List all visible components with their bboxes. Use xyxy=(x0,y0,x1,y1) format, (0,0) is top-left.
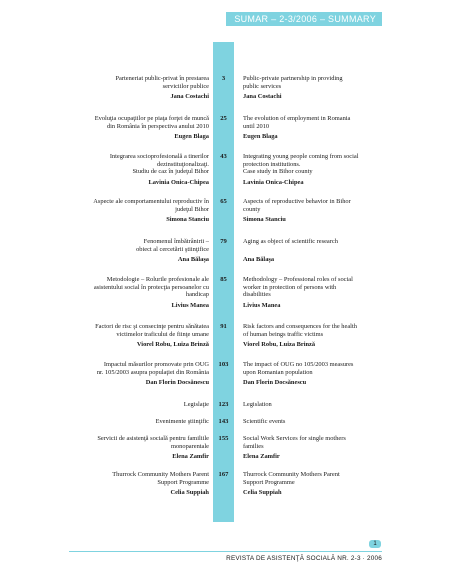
romanian-title-line: Thurrock Community Mothers Parent xyxy=(112,471,209,478)
romanian-author: Simona Stanciu xyxy=(166,216,209,224)
english-title xyxy=(243,361,385,376)
toc-page-number: 123 xyxy=(218,401,229,408)
romanian-title-line: asistentului social în protecţia persoanelor cu xyxy=(93,283,209,291)
english-title-line: Risk factors and consequences for the health xyxy=(243,323,357,330)
romanian-title-line: Support Programme xyxy=(157,478,209,486)
romanian-title-line: obiect al cercetării ştiinţifice xyxy=(136,245,209,253)
romanian-title-line: nr. 105/2003 asupra populaţiei din România xyxy=(96,368,209,376)
romanian-title xyxy=(59,198,209,213)
english-title-line: of human beings traffic victims xyxy=(243,330,324,338)
summary-header-title: SUMAR – 2-3/2006 – SUMMARY xyxy=(234,14,376,24)
english-title-line: Aging as object of scientific research xyxy=(243,238,338,245)
romanian-title-line: Aspecte ale comportamentului reproductiv în xyxy=(93,198,209,205)
romanian-title-line: handicap xyxy=(185,291,209,299)
toc-page-number: 79 xyxy=(220,238,227,245)
english-title-line: worker in protection of persons with xyxy=(243,283,337,291)
romanian-title-line: judeţul Bihor xyxy=(175,205,209,213)
romanian-title xyxy=(59,323,209,338)
english-author: Ana Bălaşa xyxy=(243,256,275,264)
english-title-line: protection institutions. xyxy=(243,160,301,168)
romanian-author: Ana Bălaşa xyxy=(177,256,209,264)
english-author: Jana Costachi xyxy=(243,93,282,101)
romanian-title-line: victimelor traficului de fiinţe umane xyxy=(116,330,209,338)
romanian-title xyxy=(59,401,209,409)
english-title xyxy=(243,115,385,130)
english-title-line: families xyxy=(243,442,264,450)
romanian-title xyxy=(59,471,209,486)
toc-page-number: 65 xyxy=(220,198,227,205)
romanian-title-line: dezinstituţionalizaţi. xyxy=(157,160,209,168)
romanian-title-line: Evenimente ştiinţific xyxy=(155,418,209,425)
english-title xyxy=(243,75,385,90)
english-title-line: upon Romanian population xyxy=(243,368,313,376)
english-title xyxy=(243,153,385,176)
toc-page-number: 3 xyxy=(221,75,226,82)
romanian-title xyxy=(59,153,209,176)
english-title xyxy=(243,276,385,299)
romanian-title-line: Evoluţia ocupaţiilor pe piaţa forţei de muncă xyxy=(94,115,209,122)
toc-page-number: 85 xyxy=(220,276,227,283)
romanian-title-line: Impactul măsurilor promovate prin OUG xyxy=(103,361,209,368)
english-title-line: Legislation xyxy=(243,401,272,408)
english-title xyxy=(243,401,385,409)
journal-footer: REVISTA DE ASISTENŢĂ SOCIALĂ NR. 2-3 · 2006 xyxy=(226,555,382,562)
english-title xyxy=(243,418,385,426)
romanian-title xyxy=(59,238,209,253)
toc-page-number: 91 xyxy=(220,323,227,330)
romanian-title xyxy=(59,435,209,450)
english-title-line: public services xyxy=(243,82,282,90)
romanian-title-line: Servicii de asistenţă socială pentru familiile xyxy=(97,435,209,442)
english-title-line: Social Work Services for single mothers xyxy=(243,435,346,442)
romanian-author: Lavinia Onica-Chipea xyxy=(148,178,209,186)
english-title-line: Case study in Bihor county xyxy=(243,168,313,176)
english-title-line: until 2010 xyxy=(243,122,270,130)
english-title-line: Aspects of reproductive behavior in Bihor xyxy=(243,198,351,205)
toc-page-number: 25 xyxy=(220,115,227,122)
english-title-line: county xyxy=(243,205,261,213)
romanian-title xyxy=(59,276,209,299)
toc-page-number: 143 xyxy=(218,418,229,425)
english-title xyxy=(243,435,385,450)
page-number-badge xyxy=(369,540,381,548)
english-author: Simona Stanciu xyxy=(243,216,286,224)
romanian-title-line: Integrarea socioprofesională a tinerilor xyxy=(109,153,209,160)
english-title xyxy=(243,238,385,246)
english-title-line: Public-private partnership in providing xyxy=(243,75,343,82)
romanian-author: Elena Zamfir xyxy=(172,453,209,461)
romanian-title xyxy=(59,418,209,426)
romanian-author: Dan Florin Docsănescu xyxy=(145,379,209,387)
english-author: Dan Florin Docsănescu xyxy=(243,379,307,387)
romanian-title-line: serviciilor publice xyxy=(162,82,209,90)
romanian-title-line: Studiu de caz în judeţul Bihor xyxy=(132,168,209,176)
english-author: Elena Zamfir xyxy=(243,453,280,461)
romanian-title xyxy=(59,361,209,376)
english-title-line: Methodology – Professional roles of social xyxy=(243,276,353,283)
english-title xyxy=(243,471,385,486)
romanian-title-line: din România în perspectiva anului 2010 xyxy=(106,122,209,130)
english-title-line: The impact of OUG no 105/2003 measures xyxy=(243,361,354,368)
romanian-author: Celia Suppiah xyxy=(170,489,209,497)
english-title-line: disabilities xyxy=(243,291,271,299)
english-author: Viorel Robu, Luiza Brinză xyxy=(243,341,316,349)
toc-page-number: 103 xyxy=(218,361,229,368)
romanian-title-line: Fenomenul îmbătrânirii – xyxy=(143,238,209,245)
english-author: Livius Manea xyxy=(243,301,281,309)
romanian-title-line: monoparentale xyxy=(171,442,209,450)
english-author: Eugen Blaga xyxy=(243,133,278,141)
english-author: Celia Suppiah xyxy=(243,489,282,497)
toc-page-number: 155 xyxy=(218,435,229,442)
english-title xyxy=(243,198,385,213)
romanian-title-line: Factori de risc şi consecinţe pentru sănătatea xyxy=(95,323,209,330)
english-title-line: Support Programme xyxy=(243,478,295,486)
page-number: 1 xyxy=(373,541,377,547)
romanian-title xyxy=(59,115,209,130)
romanian-author: Livius Manea xyxy=(171,301,209,309)
english-author: Lavinia Onica-Chipea xyxy=(243,178,304,186)
romanian-author: Jana Costachi xyxy=(170,93,209,101)
toc-page-number: 167 xyxy=(218,471,229,478)
footer-rule xyxy=(69,551,382,552)
toc-page-number: 43 xyxy=(220,153,227,160)
english-title-line: Integrating young people coming from social xyxy=(243,153,359,160)
english-title xyxy=(243,323,385,338)
romanian-title xyxy=(59,75,209,90)
romanian-title-line: Metodologie – Rolurile profesionale ale xyxy=(106,276,209,283)
english-title-line: Thurrock Community Mothers Parent xyxy=(243,471,340,478)
romanian-title-line: Parteneriat public-privat în prestarea xyxy=(115,75,209,82)
summary-header xyxy=(226,12,382,26)
romanian-author: Viorel Robu, Luiza Brinză xyxy=(136,341,209,349)
english-title-line: Scientific events xyxy=(243,418,286,425)
english-title-line: The evolution of employment in Romania xyxy=(243,115,351,122)
romanian-author: Eugen Blaga xyxy=(174,133,209,141)
romanian-title-line: Legislaţie xyxy=(183,401,209,408)
